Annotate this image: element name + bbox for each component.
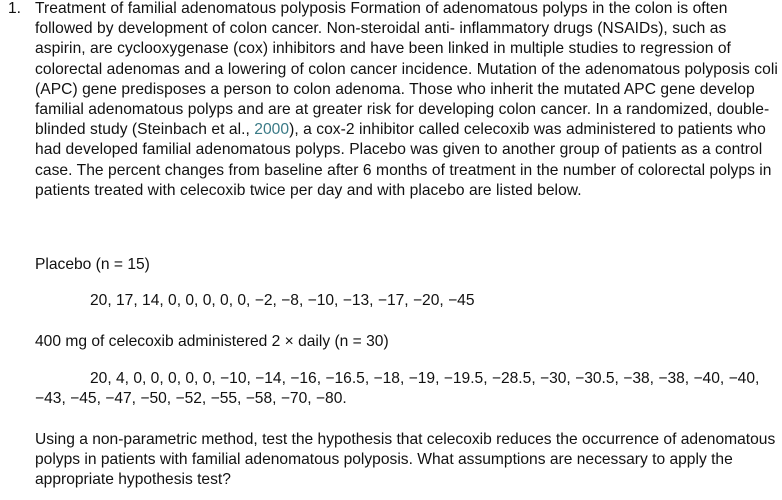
placebo-group-label: Placebo (n = 15): [35, 256, 150, 273]
placebo-values: 20, 17, 14, 0, 0, 0, 0, 0, −2, −8, −10, −13, −17, −20, −45: [90, 292, 475, 309]
problem-intro: [35, 0, 780, 201]
problem-number: 1.: [8, 0, 22, 17]
celecoxib-group-label: 400 mg of celecoxib administered 2 × daily (n = 30): [35, 333, 389, 350]
intro-text-part-2: ), a cox-2 inhibitor called celecoxib was administered to patients who had developed familial adenomatous polyps. Placebo was given to another group of patients as a control case. The percent changes from baseline after 6 months of treatment in the number of colorectal polyps in patients treated with celecoxib twice per day and with placebo are listed below.: [35, 121, 772, 199]
celecoxib-values: 20, 4, 0, 0, 0, 0, 0, −10, −14, −16, −16.5, −18, −19, −19.5, −28.5, −30, −30.5, −38, −38, −40, −40, −43, −45, −47, −50, −52, −55, −58, −70, −80.: [35, 370, 760, 408]
intro-text-part-1: Treatment of familial adenomatous polyposis Formation of adenomatous polyps in the colon is often followed by development of colon cancer. Non-steroidal anti- inflammatory drugs (NSAIDs), such as aspirin, are cyclooxygenase (cox) inhibitors and have been linked in multiple studies to regression of colorectal adenomas and a lowering of colon cancer incidence. Mutation of the adenomatous polyposis coli (APC) gene predisposes a person to colon adenoma. Those who inherit the mutated APC gene develop familial adenomatous polyps and are at greater risk for developing colon cancer. In a randomized, double-blinded study (Steinbach et al.,: [35, 0, 778, 139]
question-text: Using a non-parametric method, test the hypothesis that celecoxib reduces the occurrence of adenomatous polyps in patients with familial adenomatous polyposis. What assumptions are necessary to apply the appropriate hypothesis test?: [35, 431, 776, 489]
problem-content: [35, 0, 780, 489]
citation-link[interactable]: 2000: [254, 121, 290, 139]
